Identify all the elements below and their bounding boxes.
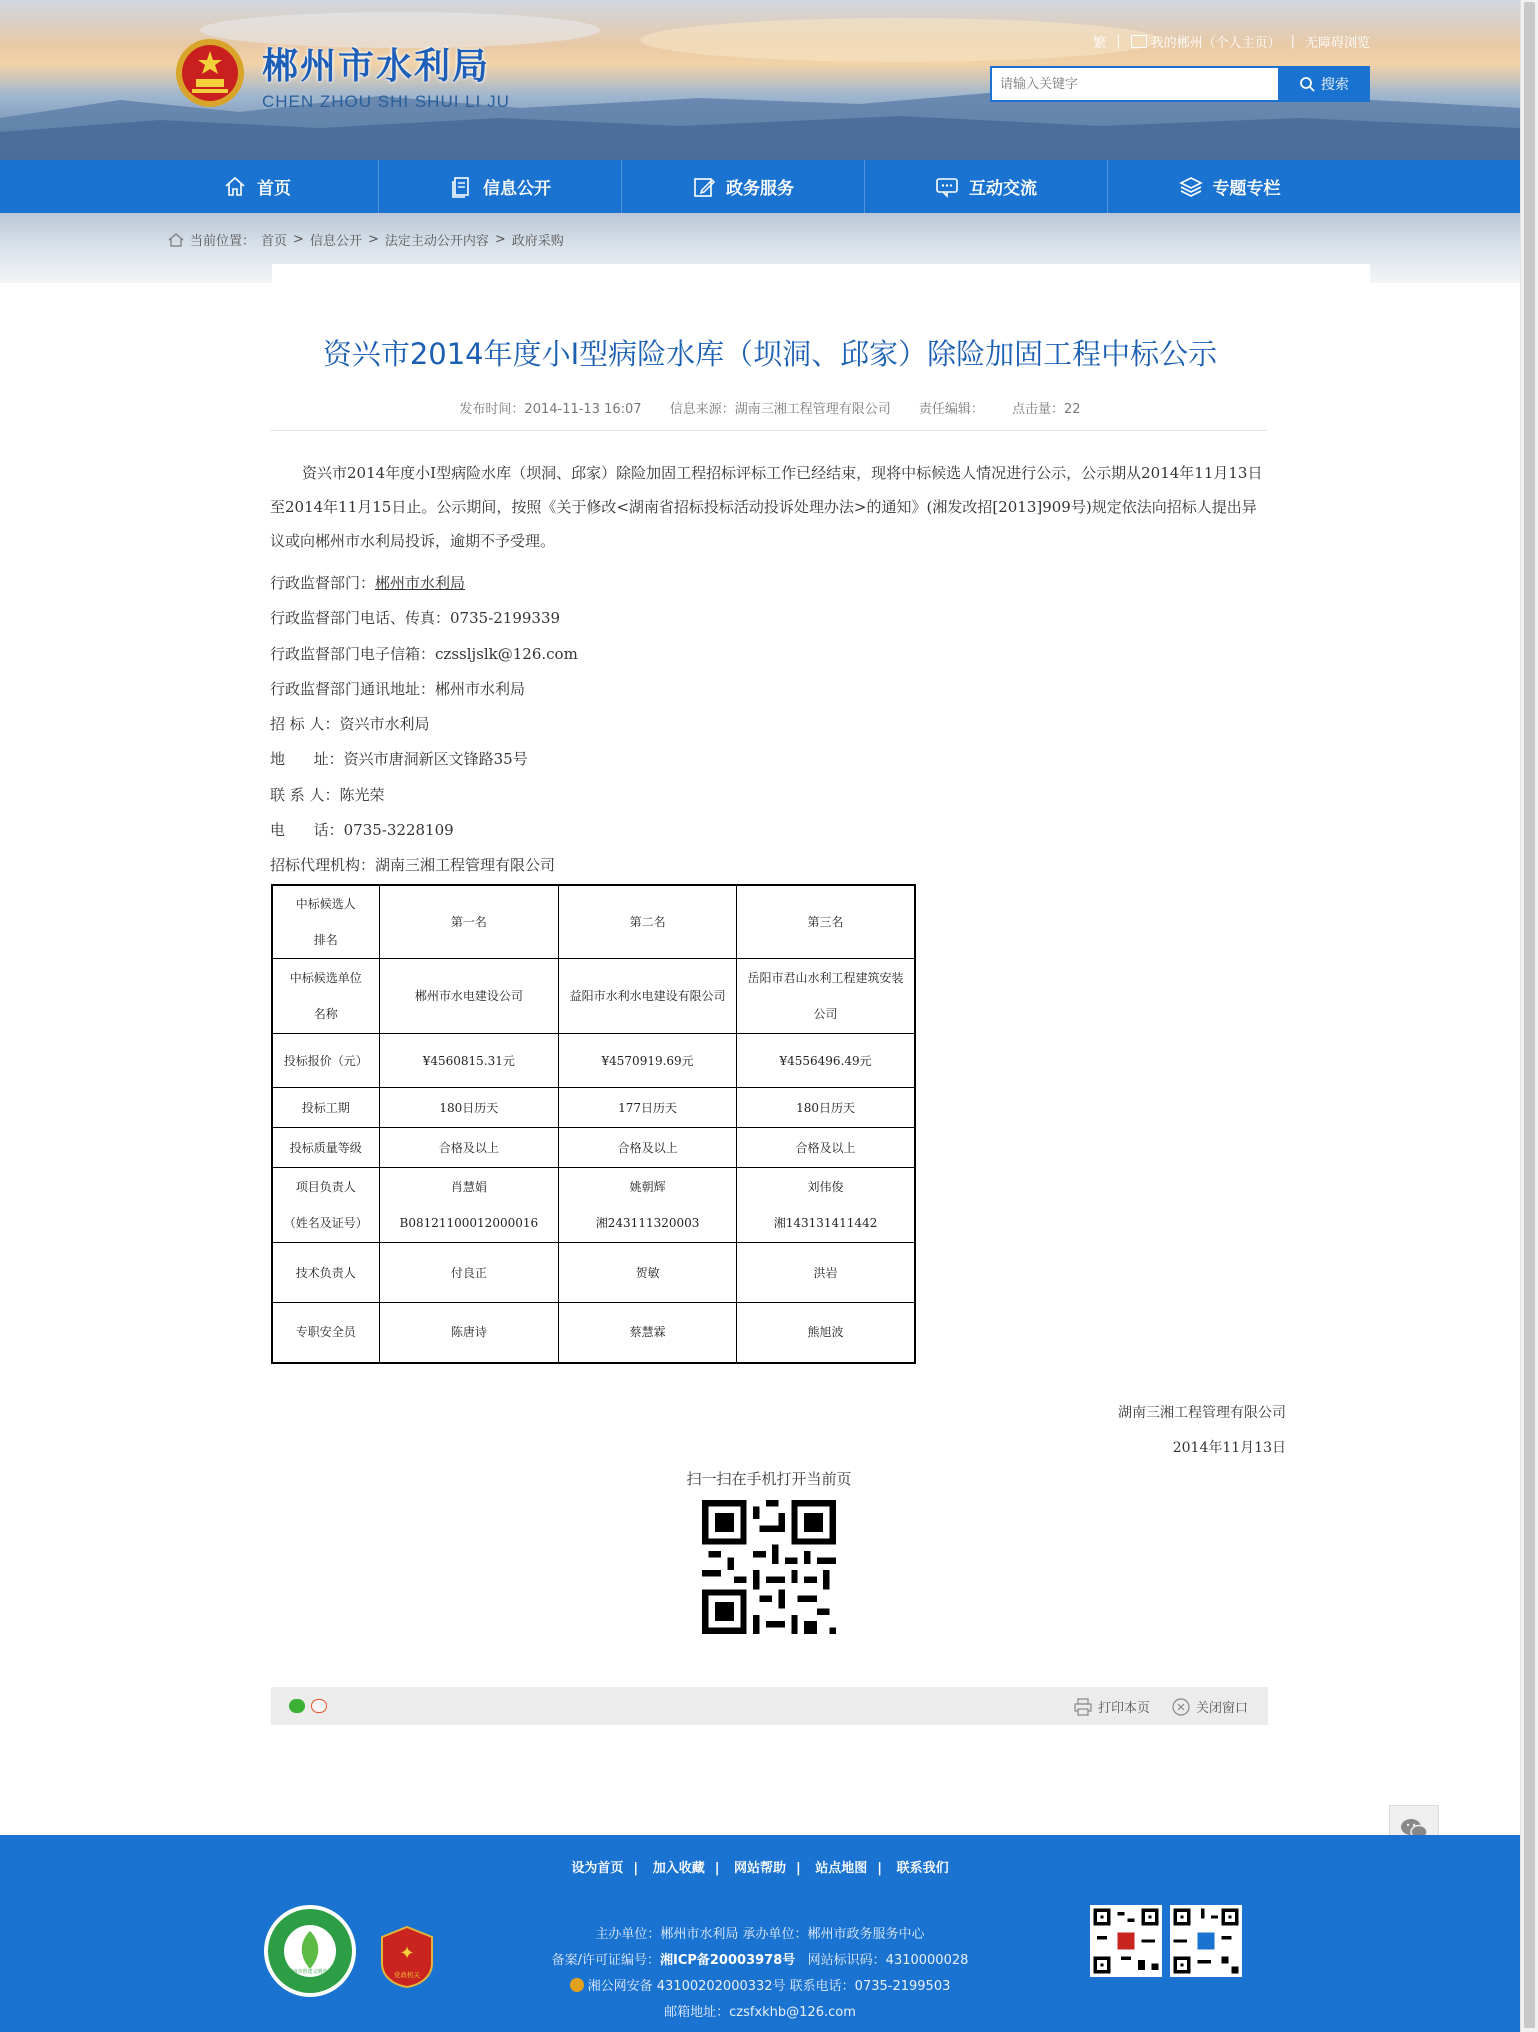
table-cell: 姚朝辉 湘243111320003	[559, 1168, 737, 1243]
table-cell: 合格及以上	[559, 1128, 737, 1168]
icp-link[interactable]: 湘ICP备20003978号	[659, 1953, 796, 1968]
table-cell: 合格及以上	[379, 1128, 559, 1168]
table-cell: 益阳市水利水电建设有限公司	[559, 959, 737, 1034]
breadcrumb-item[interactable]: 信息公开	[309, 234, 362, 249]
info-value: 资兴市水利局	[339, 715, 430, 733]
info-line	[270, 607, 560, 628]
search-box	[990, 66, 1370, 102]
table-cell: 刘伟俊 湘143131411442	[737, 1168, 915, 1243]
table-cell: ¥4556496.49元	[737, 1034, 915, 1088]
info-value: 0735-2199339	[450, 609, 561, 627]
bar-actions	[1074, 1697, 1248, 1716]
info-value: 陈光荣	[339, 786, 385, 804]
article-meta	[270, 398, 1270, 417]
bid-table	[271, 884, 916, 1364]
table-cell: 郴州市水电建设公司	[379, 959, 559, 1034]
qr-code-icon	[702, 1500, 836, 1634]
article-title: 资兴市2014年度小I型病险水库（坝洞、邱家）除险加固工程中标公示	[322, 337, 1218, 371]
breadcrumb-sep: >	[293, 232, 304, 247]
table-row	[272, 1243, 915, 1303]
icp-label: 备案/许可证编号：	[551, 1953, 660, 1968]
info-line	[270, 643, 578, 664]
table-cell: 180日历天	[379, 1088, 559, 1128]
table-cell: 肖慧娟 B08121100012000016	[379, 1168, 559, 1243]
table-cell: 项目负责人 （姓名及证号）	[272, 1168, 379, 1243]
breadcrumb-sep: >	[367, 232, 379, 247]
qr-label: 扫一扫在手机打开当前页	[686, 1470, 852, 1488]
site-footer	[0, 1835, 1520, 2032]
divider	[270, 430, 1267, 431]
scrollbar-thumb[interactable]	[1524, 2, 1535, 2028]
footer-link[interactable]: 加入收藏	[652, 1861, 705, 1876]
click-count: 点击量：22	[1012, 402, 1081, 417]
nav-item-service[interactable]	[622, 160, 865, 213]
home-icon	[223, 175, 247, 199]
nav-item-interact[interactable]	[865, 160, 1108, 213]
supervisor-link[interactable]: 郴州市水利局	[375, 574, 466, 592]
table-cell: 合格及以上	[737, 1128, 915, 1168]
table-cell: 中标候选单位 名称	[272, 959, 379, 1034]
badge-text: 党政机关	[394, 1971, 420, 1979]
main-nav	[0, 160, 1520, 213]
my-portal-link[interactable]	[1131, 32, 1281, 51]
search-button-label: 搜索	[1320, 77, 1349, 93]
national-emblem-icon	[172, 33, 248, 113]
info-line	[270, 854, 555, 875]
breadcrumb-item[interactable]: 法定主动公开内容	[384, 234, 489, 249]
close-window-button[interactable]	[1172, 1697, 1248, 1716]
search-input[interactable]	[990, 66, 1278, 102]
footer-icp-line	[0, 1949, 1520, 1968]
share-bar	[271, 1687, 1268, 1725]
info-value: 湖南三湘工程管理有限公司	[375, 856, 556, 874]
search-icon	[1299, 76, 1315, 92]
civilized-unit-badge[interactable]	[262, 1903, 358, 1999]
svg-text:✦: ✦	[399, 1943, 415, 1964]
chat-icon	[935, 175, 959, 199]
footer-police-line	[0, 1975, 1520, 1994]
breadcrumb-prefix: 当前位置：	[190, 234, 256, 249]
footer-links: 设为首页 | 加入收藏 | 网站帮助 | 站点地图 | 联系我们	[571, 1861, 949, 1876]
nav-item-topics[interactable]	[1108, 160, 1351, 213]
top-links	[1093, 32, 1370, 51]
site-header	[0, 0, 1520, 160]
site-title[interactable]: 郴州市水利局	[262, 46, 491, 87]
nav-label: 首页	[257, 179, 291, 199]
article-paragraph: 资兴市2014年度小I型病险水库（坝洞、邱家）除险加固工程招标评标工作已经结束，现将中标候选人情况进行公示，公示期从2014年11月13日至2014年11月15日止。公示期间，按照《关于修改<湖南省招标投标活动投诉处理办法>的通知》(湘发改招[2013]909号)规定依法向招标人提出异议或向郴州市水利局投诉，逾期不予受理。	[270, 464, 1263, 550]
nav-label: 信息公开	[483, 179, 551, 199]
divider: |	[1116, 34, 1121, 49]
table-cell: 陈唐诗	[379, 1303, 559, 1363]
table-cell: 蔡慧霖	[559, 1303, 737, 1363]
info-line	[270, 748, 528, 769]
home-icon	[168, 233, 184, 247]
footer-link[interactable]: 联系我们	[896, 1861, 949, 1876]
footer-email: 邮箱地址：czsfxkhb@126.com	[664, 2005, 856, 2020]
table-cell: 专职安全员	[272, 1303, 379, 1363]
table-cell: 贺敏	[559, 1243, 737, 1303]
info-label: 招标代理机构：	[270, 856, 376, 874]
footer-link[interactable]: 站点地图	[815, 1861, 868, 1876]
table-row	[272, 1034, 915, 1088]
edit-icon	[692, 175, 716, 199]
table-row	[272, 1088, 915, 1128]
nav-label: 专题专栏	[1212, 179, 1281, 199]
info-label: 地 址：	[270, 750, 344, 768]
search-button[interactable]	[1278, 66, 1370, 102]
badge-text: 郴州市创建文明单位	[287, 1969, 333, 1975]
nav-label: 互动交流	[969, 179, 1037, 199]
breadcrumb-item[interactable]: 首页	[261, 234, 288, 249]
table-cell: 投标工期	[272, 1088, 379, 1128]
weibo-icon[interactable]	[311, 1699, 327, 1713]
info-value: 郴州市水利局	[435, 680, 526, 698]
nav-item-home[interactable]	[136, 160, 379, 213]
table-row	[272, 1128, 915, 1168]
table-cell: 第一名	[379, 885, 559, 959]
traditional-chinese-link[interactable]: 繁	[1093, 36, 1107, 51]
info-label: 行政监督部门电子信箱：	[270, 645, 436, 663]
table-cell: 熊旭波	[737, 1303, 915, 1363]
document-icon	[449, 175, 473, 199]
table-row	[272, 1303, 915, 1363]
editor: 责任编辑：	[918, 402, 984, 417]
police-record[interactable]: 湘公网安备 43100202000332号 联系电话：0735-2199503	[587, 1979, 951, 1994]
footer-link[interactable]: 网站帮助	[733, 1861, 786, 1876]
info-value: czssljslk@126.com	[435, 645, 578, 663]
table-cell: 177日历天	[559, 1088, 737, 1128]
table-cell: 180日历天	[737, 1088, 915, 1128]
table-header-row	[272, 885, 915, 959]
info-label: 招 标 人：	[270, 715, 340, 733]
accessible-link[interactable]: 无障碍浏览	[1304, 36, 1370, 51]
table-row	[272, 959, 915, 1034]
table-cell: 技术负责人	[272, 1243, 379, 1303]
table-cell: 洪岩	[737, 1243, 915, 1303]
footer-link[interactable]: 设为首页	[571, 1861, 624, 1876]
info-source: 信息来源：湖南三湘工程管理有限公司	[669, 402, 891, 417]
info-label: 行政监督部门电话、传真：	[270, 609, 451, 627]
table-cell: 付良正	[379, 1243, 559, 1303]
table-cell: 岳阳市君山水利工程建筑安装 公司	[737, 959, 915, 1034]
layers-icon	[1179, 175, 1203, 199]
signature-date: 2014年11月13日	[1172, 1440, 1286, 1456]
nav-item-info[interactable]	[379, 160, 622, 213]
party-government-badge[interactable]	[380, 1925, 434, 1989]
scrollbar[interactable]	[1520, 0, 1538, 2032]
info-value: 0735-3228109	[343, 821, 454, 839]
table-cell: ¥4560815.31元	[379, 1034, 559, 1088]
table-row	[272, 1168, 915, 1243]
monitor-icon	[1131, 35, 1147, 48]
breadcrumb	[168, 230, 564, 249]
site-pinyin: CHEN ZHOU SHI SHUI LI JU	[262, 92, 510, 111]
info-line	[270, 572, 465, 593]
nav-label: 政务服务	[726, 179, 794, 199]
my-portal-label: 我的郴州（个人主页）	[1150, 36, 1281, 51]
info-line	[270, 678, 525, 699]
footer-qr-code-icon	[1170, 1905, 1242, 1977]
divider: |	[1290, 34, 1295, 49]
publish-time: 发布时间：2014-11-13 16:07	[459, 402, 642, 417]
breadcrumb-item[interactable]: 政府采购	[511, 234, 564, 249]
printer-icon	[1074, 1698, 1092, 1716]
table-cell: 投标报价（元）	[272, 1034, 379, 1088]
print-button[interactable]	[1074, 1697, 1150, 1716]
footer-host: 主办单位：郴州市水利局 承办单位：郴州市政务服务中心	[595, 1927, 925, 1942]
info-line	[270, 713, 430, 734]
table-cell: 第二名	[559, 885, 737, 959]
info-line	[270, 784, 385, 805]
signature-company: 湖南三湘工程管理有限公司	[1118, 1405, 1286, 1421]
wechat-icon[interactable]	[289, 1699, 305, 1713]
site-id: 网站标识码：4310000028	[807, 1953, 969, 1968]
breadcrumb-sep: >	[494, 232, 506, 247]
table-cell: 第三名	[737, 885, 915, 959]
close-icon	[1172, 1698, 1190, 1716]
info-label: 行政监督部门通讯地址：	[270, 680, 436, 698]
info-value: 资兴市唐洞新区文锋路35号	[343, 750, 528, 768]
info-line	[270, 819, 454, 840]
close-label: 关闭窗口	[1195, 1701, 1248, 1716]
info-label: 电 话：	[270, 821, 344, 839]
info-label: 行政监督部门：	[270, 574, 376, 592]
police-badge-icon	[570, 1978, 584, 1992]
table-cell: 中标候选人 排名	[272, 885, 379, 959]
print-label: 打印本页	[1097, 1701, 1150, 1716]
share-icons	[289, 1699, 327, 1713]
info-label: 联 系 人：	[270, 786, 340, 804]
footer-qr-code-icon	[1090, 1905, 1162, 1977]
table-cell: 投标质量等级	[272, 1128, 379, 1168]
table-cell: ¥4570919.69元	[559, 1034, 737, 1088]
